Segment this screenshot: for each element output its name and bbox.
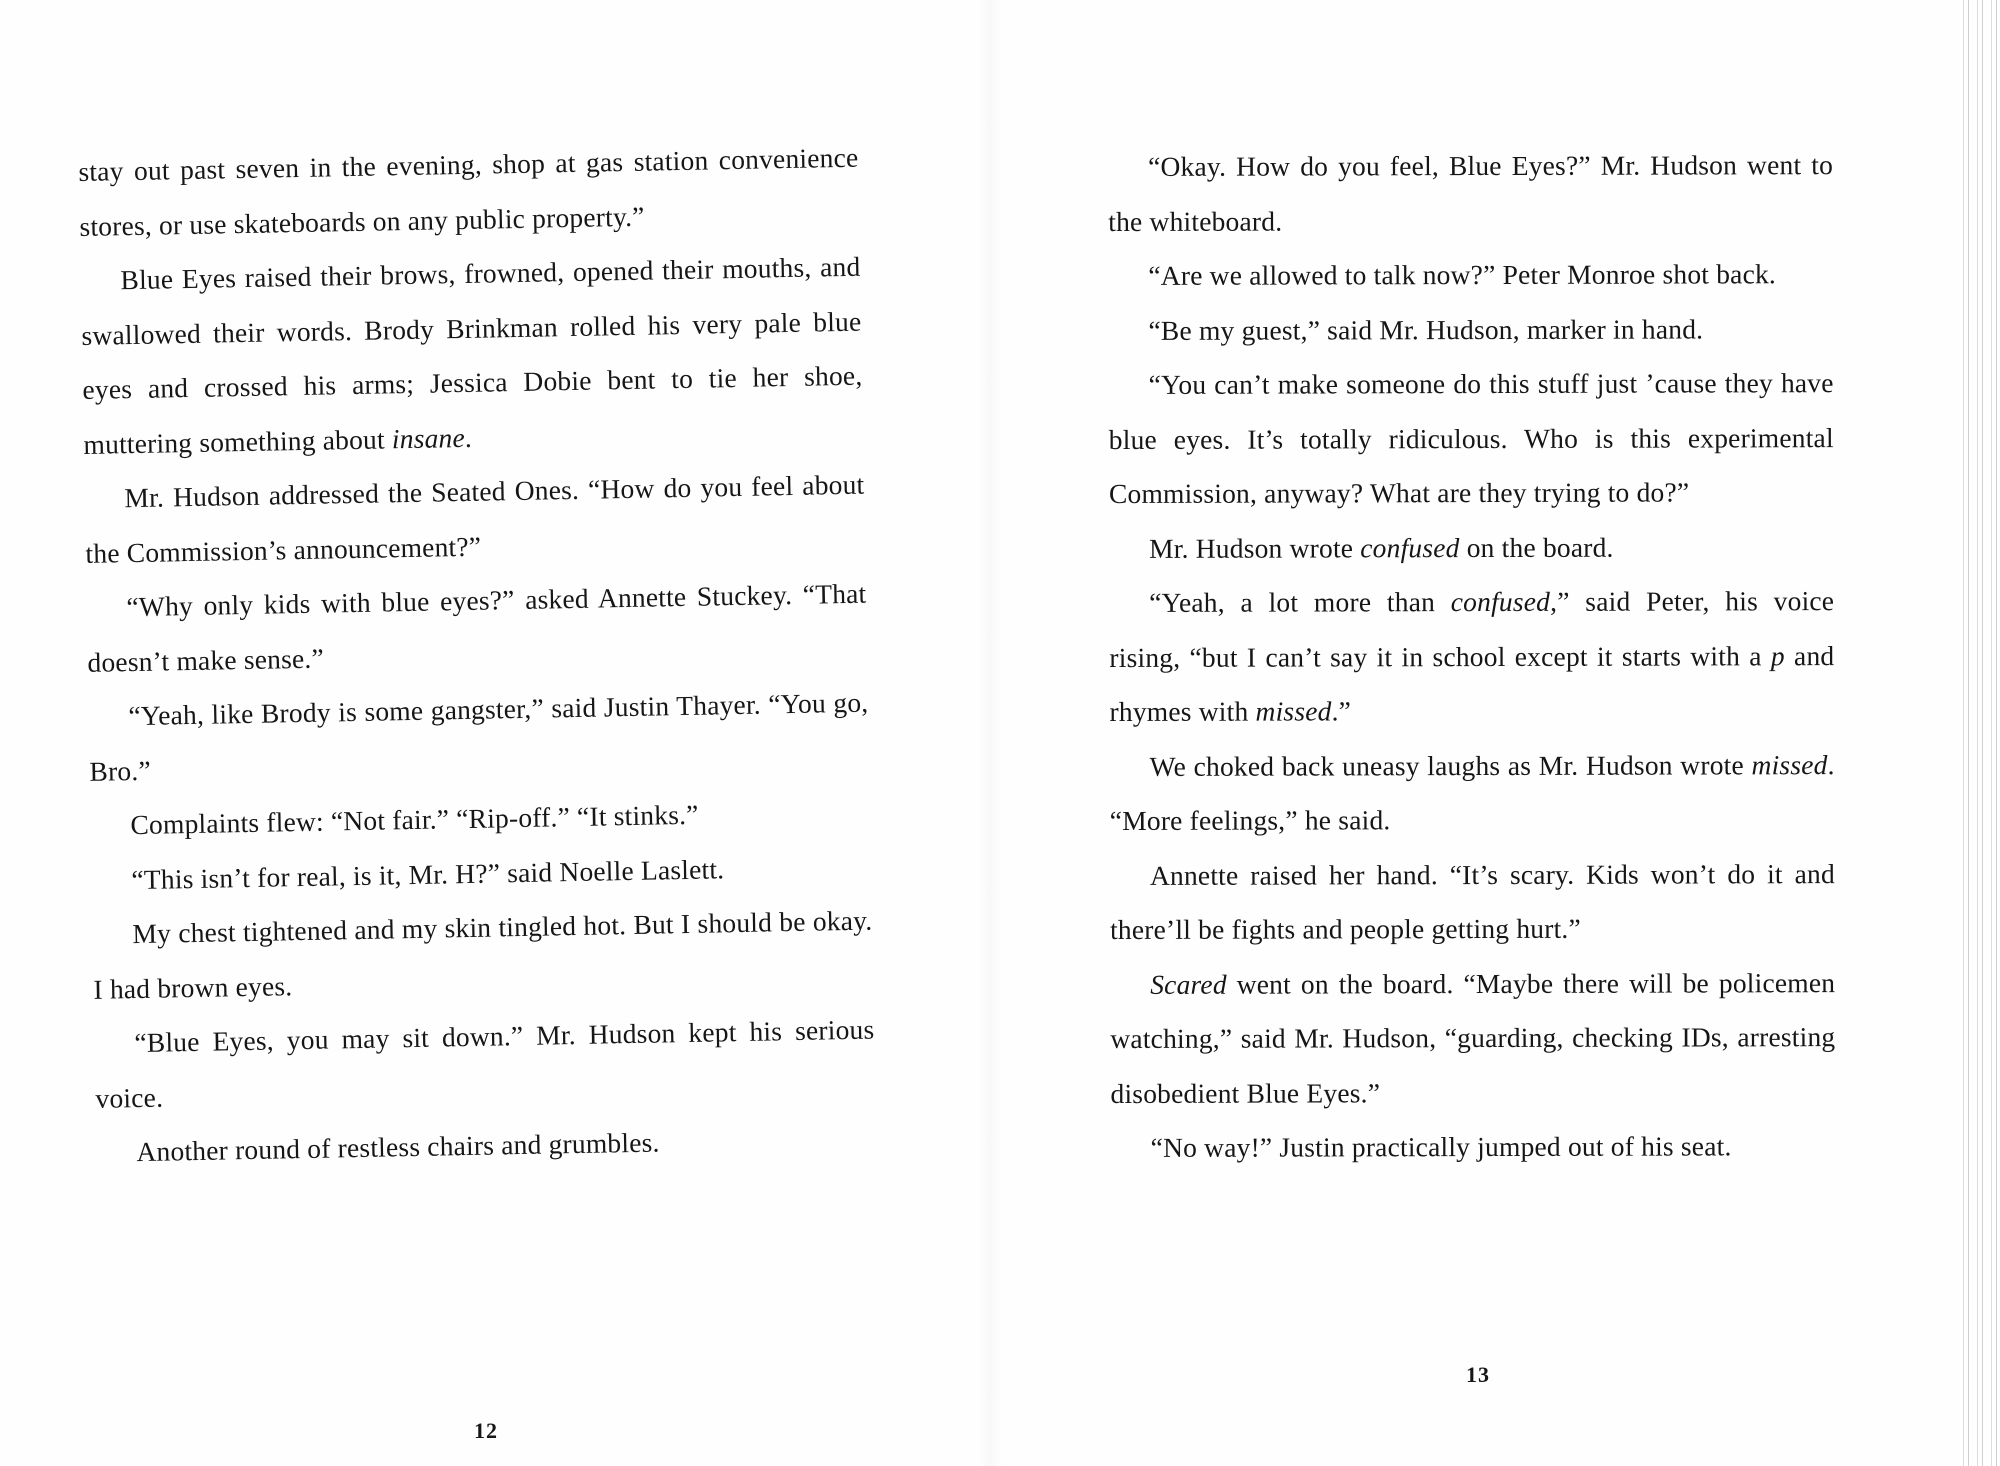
paragraph: “Be my guest,” said Mr. Hudson, marker in hand. — [1148, 312, 1704, 346]
page-number: 12 — [474, 1418, 498, 1443]
paragraph: Another round of restless chairs and grumbles. — [136, 1126, 660, 1168]
paragraph: Blue Eyes raised their brows, frowned, opened their mouths, and swallowed their words. Brody Brinkman rolled his very pale blue eyes and crossed his arms; Jessica Dobie bent to tie her shoe, muttering something about insane. — [81, 250, 863, 460]
paragraph: Mr. Hudson wrote confused on the board. — [1149, 531, 1614, 564]
paragraph: “You can’t make someone do this stuff just ’cause they have blue eyes. It’s totally ridiculous. Who is this experimental Commission, anyway? What are they trying to do?” — [1108, 367, 1834, 509]
left-page-text — [78, 131, 877, 1181]
paragraph: “Yeah, a lot more than confused,” said Peter, his voice rising, “but I can’t say it in school except it starts with a p and rhymes with missed.” — [1109, 585, 1835, 727]
paragraph: Mr. Hudson addressed the Seated Ones. “How do you feel about the Commission’s announcement?” — [85, 468, 865, 569]
paragraph: We choked back uneasy laughs as Mr. Hudson wrote missed. “More feelings,” he said. — [1109, 748, 1835, 836]
page-number: 13 — [1466, 1362, 1490, 1387]
paragraph: “Why only kids with blue eyes?” asked Annette Stuckey. “That doesn’t make sense.” — [87, 577, 867, 678]
right-page-text — [1108, 138, 1836, 1175]
paragraph: Scared went on the board. “Maybe there will be policemen watching,” said Mr. Hudson, “guarding, checking IDs, arresting disobedient Blue Eyes.” — [1110, 966, 1836, 1109]
right-page — [990, 0, 1970, 1466]
paragraph: “This isn’t for real, is it, Mr. H?” said Noelle Laslett. — [131, 852, 725, 895]
paragraph: My chest tightened and my skin tingled hot. But I should be okay. I had brown eyes. — [93, 904, 873, 1005]
left-page — [0, 0, 990, 1466]
paragraph: “No way!” Justin practically jumped out of his seat. — [1150, 1130, 1732, 1163]
page-edge — [1960, 0, 2000, 1466]
paragraph: “Yeah, like Brody is some gangster,” said Justin Thayer. “You go, Bro.” — [89, 686, 869, 787]
paragraph: stay out past seven in the evening, shop at gas station convenience stores, or use skateboards on any public property.” — [78, 141, 859, 242]
paragraph: “Okay. How do you feel, Blue Eyes?” Mr. Hudson went to the whiteboard. — [1108, 149, 1834, 237]
paragraph: “Blue Eyes, you may sit down.” Mr. Hudson kept his serious voice. — [95, 1013, 875, 1114]
paragraph: “Are we allowed to talk now?” Peter Monroe shot back. — [1148, 258, 1777, 291]
paragraph: Complaints flew: “Not fair.” “Rip-off.” “It stinks.” — [130, 798, 699, 841]
paragraph: Annette raised her hand. “It’s scary. Kids won’t do it and there’ll be fights and people getting hurt.” — [1110, 857, 1835, 945]
